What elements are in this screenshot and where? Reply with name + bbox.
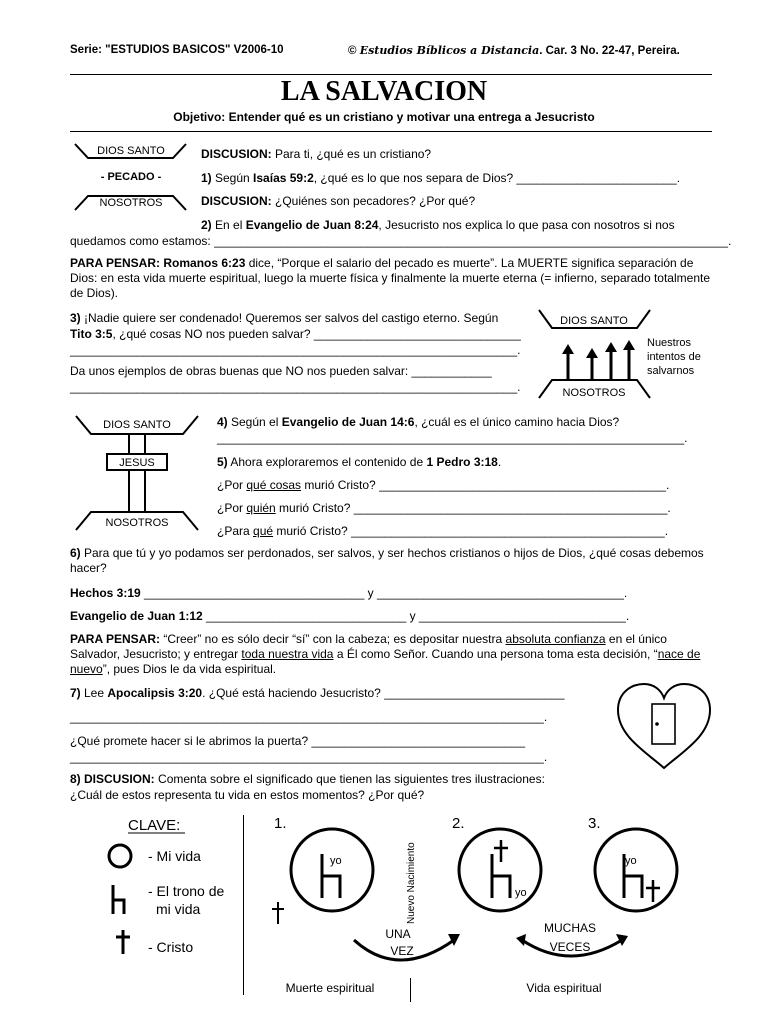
legend-divider bbox=[243, 815, 244, 995]
question-3-examples-blank: ___________________________________________________________________. bbox=[70, 380, 521, 394]
question-8-line2: ¿Cuál de estos representa tu vida en estos momentos? ¿Por qué? bbox=[70, 788, 425, 802]
illustration-2-yo: yo bbox=[515, 887, 527, 899]
question-5: 5) Ahora exploraremos el contenido de 1 Pedro 3:18. bbox=[217, 455, 502, 469]
copyright-symbol: © bbox=[348, 45, 357, 57]
question-5c: ¿Para qué murió Cristo? _______________________________________________. bbox=[217, 524, 669, 538]
illustration-2-number: 2. bbox=[452, 815, 465, 832]
legend-item-throne-2: mi vida bbox=[156, 901, 201, 917]
illustration-3-cross-icon bbox=[646, 880, 660, 902]
diagram1-middle-label: - PECADO - bbox=[100, 171, 162, 183]
caption-spiritual-life: Vida espiritual bbox=[526, 981, 602, 995]
diagram3-bottom-label: NOSOTROS bbox=[105, 517, 169, 529]
jesus-bridge-diagram bbox=[70, 410, 204, 536]
legend-item-christ: - Cristo bbox=[148, 939, 194, 955]
header-divider bbox=[70, 74, 712, 75]
legend bbox=[90, 812, 250, 972]
attempts-diagram bbox=[535, 306, 713, 406]
illustration-3-number: 3. bbox=[588, 815, 601, 832]
question-8: 8) DISCUSION: Comenta sobre el significado que tienen las siguientes tres ilustraciones: bbox=[70, 772, 545, 786]
three-illustrations bbox=[248, 810, 718, 1010]
copyright-org: Estudios Bíblicos a Distancia bbox=[359, 44, 540, 57]
series-label: Serie: "ESTUDIOS BASICOS" V2006-10 bbox=[70, 44, 284, 56]
question-5b: ¿Por quién murió Cristo? _______________________________________________. bbox=[217, 501, 671, 515]
diagram2-note-2: intentos de bbox=[647, 351, 701, 363]
new-birth-label: Nuevo Nacimiento bbox=[406, 842, 417, 924]
question-7-blank: _______________________________________________________________________. bbox=[70, 710, 548, 724]
illustration-2-cross-icon bbox=[494, 840, 508, 862]
question-1: 1) Según Isaías 59:2, ¿qué es lo que nos separa de Dios? ________________________. bbox=[201, 171, 681, 185]
question-3-line2: Tito 3:5, ¿qué cosas NO nos pueden salvar? _______________________________ bbox=[70, 327, 521, 341]
illustration-3-life-circle bbox=[595, 829, 677, 911]
para-pensar-1: PARA PENSAR: Romanos 6:23 dice, “Porque el salario del pecado es muerte”. La MUERTE significa separación de Dios: en esta vida muerte espiritual, luego la muerte física y finalmente la muerte eterna (= infierno, separado totalmente de Dios). bbox=[70, 256, 711, 300]
arrow-once-label-2: VEZ bbox=[390, 944, 414, 958]
caption-spiritual-death: Muerte espiritual bbox=[285, 981, 375, 995]
question-6-hechos: Hechos 3:19 _________________________________ y _____________________________________. bbox=[70, 586, 628, 600]
illustration-1-yo: yo bbox=[330, 855, 342, 867]
arrow-many-label-1: MUCHAS bbox=[543, 921, 597, 935]
para-pensar-2: PARA PENSAR: “Creer” no es sólo decir “sí” con la cabeza; es depositar nuestra absoluta confianza en el único Salvador, Jesucristo; y entregar toda nuestra vida a Él como Señor. Cuando una persona toma esta decisión, “nace de nuevo”, pues Dios le da vida espiritual. bbox=[70, 632, 701, 676]
legend-title: CLAVE: bbox=[128, 817, 181, 834]
question-3-examples: Da unos ejemplos de obras buenas que NO nos pueden salvar: ____________ bbox=[70, 364, 492, 378]
copyright-address: . Car. 3 No. 22-47, Pereira. bbox=[539, 45, 680, 57]
diagram1-bottom-label: NOSOTROS bbox=[99, 197, 163, 209]
throne-icon bbox=[113, 885, 124, 914]
arrow-many-label-2: VECES bbox=[549, 940, 591, 954]
diagram1-top-label: DIOS SANTO bbox=[97, 145, 165, 157]
diagram3-top-label: DIOS SANTO bbox=[103, 419, 171, 431]
cross-icon bbox=[116, 930, 130, 954]
title-divider bbox=[70, 131, 712, 132]
question-2-blank: quedamos como estamos: _____________________________________________________________________________. bbox=[70, 234, 732, 248]
objective: Objetivo: Entender qué es un cristiano y motivar una entrega a Jesucristo bbox=[173, 110, 595, 124]
copyright-line bbox=[348, 44, 680, 57]
diagram2-bottom-label: NOSOTROS bbox=[562, 387, 626, 399]
question-4-blank: ______________________________________________________________________. bbox=[217, 431, 688, 445]
legend-item-life: - Mi vida bbox=[148, 848, 201, 864]
life-circle-icon bbox=[109, 845, 131, 867]
illustration-3-yo: yo bbox=[625, 855, 637, 867]
illustration-1-cross-icon bbox=[272, 902, 284, 924]
legend-item-throne-1: - El trono de bbox=[148, 883, 225, 899]
question-3-blank: ___________________________________________________________________. bbox=[70, 343, 521, 357]
question-3: 3) ¡Nadie quiere ser condenado! Queremos ser salvos del castigo eterno. Según bbox=[70, 311, 499, 325]
question-2: 2) En el Evangelio de Juan 8:24, Jesucristo nos explica lo que pasa con nosotros si nos bbox=[201, 218, 675, 232]
question-4: 4) Según el Evangelio de Juan 14:6, ¿cuál es el único camino hacia Dios? bbox=[217, 415, 620, 429]
discussion-1: DISCUSION: Para ti, ¿qué es un cristiano? bbox=[201, 147, 432, 161]
illustration-1-life-circle bbox=[291, 829, 373, 911]
diagram2-note-1: Nuestros bbox=[647, 337, 692, 349]
question-6-juan: Evangelio de Juan 1:12 ______________________________ y _______________________________. bbox=[70, 609, 630, 623]
question-6: 6) Para que tú y yo podamos ser perdonados, ser salvos, y ser hechos cristianos o hijos de Dios, ¿qué cosas debemos hacer? bbox=[70, 546, 704, 575]
discussion-2: DISCUSION: ¿Quiénes son pecadores? ¿Por qué? bbox=[201, 194, 476, 208]
question-7b: ¿Qué promete hacer si le abrimos la puerta? ________________________________ bbox=[70, 734, 526, 748]
heart-door-icon bbox=[612, 680, 716, 772]
question-5a: ¿Por qué cosas murió Cristo? ___________________________________________. bbox=[217, 478, 670, 492]
separation-diagram bbox=[70, 140, 192, 214]
arrow-once-label-1: UNA bbox=[385, 927, 411, 941]
diagram3-middle-label: JESUS bbox=[119, 457, 155, 469]
page-title: LA SALVACION bbox=[280, 76, 488, 107]
diagram2-top-label: DIOS SANTO bbox=[560, 315, 628, 327]
illustration-1-number: 1. bbox=[274, 815, 287, 832]
diagram2-note-3: salvarnos bbox=[647, 365, 695, 377]
question-7b-blank: _______________________________________________________________________. bbox=[70, 750, 548, 764]
question-7: 7) Lee Apocalipsis 3:20. ¿Qué está haciendo Jesucristo? ___________________________ bbox=[70, 686, 565, 700]
